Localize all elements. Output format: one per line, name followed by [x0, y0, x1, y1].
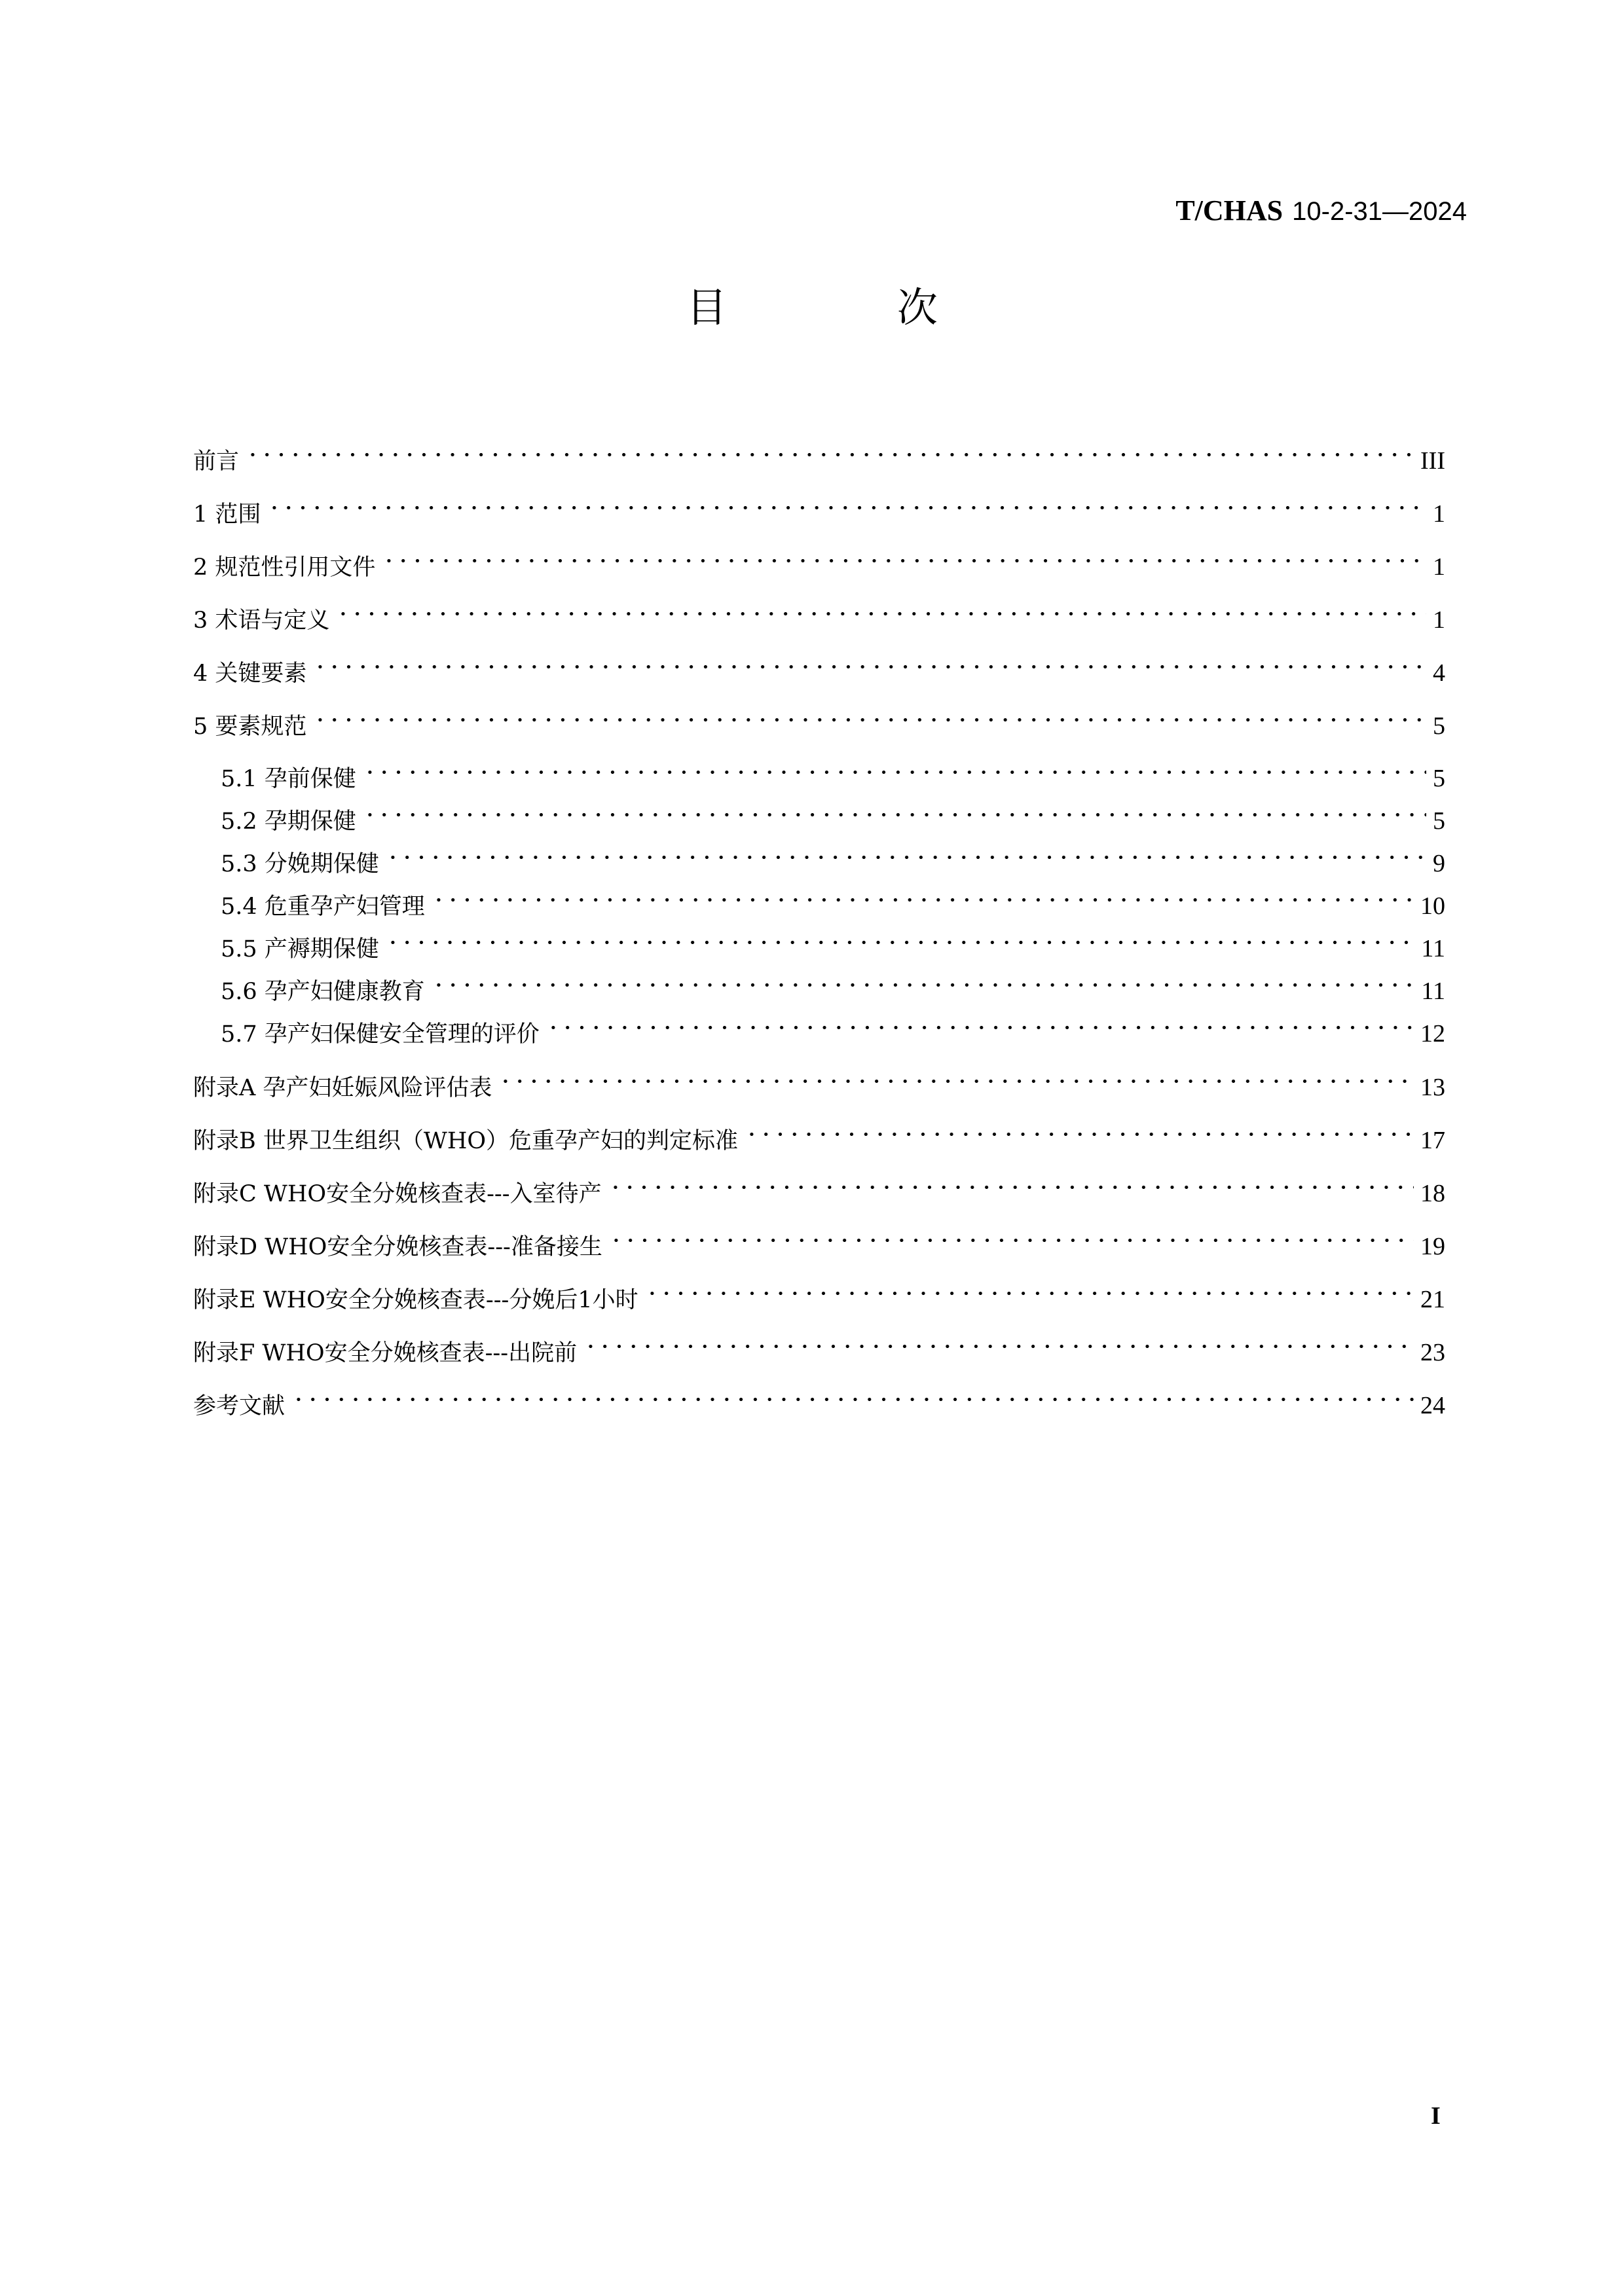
dot-leader — [429, 871, 1414, 914]
dot-leader — [606, 1211, 1414, 1254]
toc-entry-label: 附录A 孕产妇妊娠风险评估表 — [193, 1075, 492, 1101]
toc-entry-label: 5.6 孕产妇健康教育 — [221, 979, 425, 1005]
dot-leader — [383, 913, 1415, 957]
toc-entry-page: 9 — [1433, 850, 1445, 877]
toc-entry[interactable] — [193, 1211, 1445, 1260]
toc-entry-label: 5.4 危重孕产妇管理 — [221, 894, 425, 920]
dot-leader — [265, 479, 1426, 522]
toc-entry-page: 17 — [1420, 1127, 1445, 1154]
toc-entry[interactable] — [193, 1105, 1445, 1154]
dot-leader — [429, 956, 1415, 999]
toc-entry[interactable] — [193, 998, 1445, 1048]
dot-leader — [243, 426, 1414, 469]
toc-entry[interactable] — [193, 426, 1445, 475]
dot-leader — [360, 743, 1426, 786]
toc-entry-page: 5 — [1433, 807, 1445, 835]
toc-entry-label: 参考文献 — [193, 1393, 286, 1419]
toc-entry[interactable] — [193, 1264, 1445, 1313]
standard-number: 10-2-31—2024 — [1292, 197, 1467, 226]
dot-leader — [642, 1264, 1414, 1307]
toc-entry[interactable] — [193, 871, 1445, 920]
toc-entry-label: 附录D WHO安全分娩核查表---准备接生 — [193, 1234, 602, 1260]
toc-entry[interactable] — [193, 786, 1445, 835]
standard-org: T/CHAS — [1175, 194, 1283, 227]
dot-leader — [581, 1317, 1414, 1360]
toc-entry[interactable] — [193, 585, 1445, 634]
toc-entry[interactable] — [193, 638, 1445, 687]
toc-entry[interactable] — [193, 1158, 1445, 1207]
toc-entry-page: 11 — [1421, 935, 1445, 962]
toc-entry-label: 附录E WHO安全分娩核查表---分娩后1小时 — [193, 1287, 638, 1313]
page-number: I — [1431, 2102, 1441, 2130]
dot-leader — [742, 1105, 1414, 1148]
toc-entry[interactable] — [193, 691, 1445, 740]
toc-entry-label: 附录C WHO安全分娩核查表---入室待产 — [193, 1181, 602, 1207]
toc-entry-page: 4 — [1433, 659, 1445, 687]
toc-entry[interactable] — [193, 956, 1445, 1005]
toc-entry-page: 23 — [1420, 1339, 1445, 1366]
toc-entry-label: 1 范围 — [193, 501, 261, 528]
toc-entry-label: 附录B 世界卫生组织（WHO）危重孕产妇的判定标准 — [193, 1128, 739, 1154]
toc-entry[interactable] — [193, 828, 1445, 877]
page-title: 目 次 — [686, 283, 1016, 331]
toc-entry-page: 5 — [1433, 765, 1445, 792]
toc-entry-page: 1 — [1433, 500, 1445, 528]
toc-entry[interactable] — [193, 532, 1445, 581]
toc-entry[interactable] — [193, 1317, 1445, 1366]
dot-leader — [310, 638, 1426, 681]
dot-leader — [606, 1158, 1414, 1201]
toc-entry[interactable] — [193, 1052, 1445, 1101]
toc-entry-label: 3 术语与定义 — [193, 608, 330, 634]
dot-leader — [544, 998, 1414, 1042]
toc-entry-page: 5 — [1433, 712, 1445, 740]
toc-entry-page: 11 — [1421, 977, 1445, 1005]
toc-entry-label: 5 要素规范 — [193, 714, 307, 740]
toc-entry-label: 5.2 孕期保健 — [221, 809, 356, 835]
toc-entry-page: 21 — [1420, 1286, 1445, 1313]
toc-entry-label: 4 关键要素 — [193, 661, 307, 687]
toc-entry-page: 19 — [1420, 1233, 1445, 1260]
toc-entry-label: 5.7 孕产妇保健安全管理的评价 — [221, 1021, 540, 1048]
toc-entry-label: 5.3 分娩期保健 — [221, 851, 379, 877]
toc-entry-label: 2 规范性引用文件 — [193, 555, 376, 581]
toc-entry-page: 1 — [1433, 606, 1445, 634]
toc-entry-page: 13 — [1420, 1074, 1445, 1101]
dot-leader — [496, 1052, 1414, 1095]
toc-entry[interactable] — [193, 479, 1445, 528]
toc-entry-label: 5.1 孕前保健 — [221, 766, 356, 792]
toc-entry-label: 5.5 产褥期保健 — [221, 936, 379, 962]
dot-leader — [310, 691, 1426, 734]
toc-entry-page: 1 — [1433, 553, 1445, 581]
dot-leader — [333, 585, 1426, 628]
toc-entry-page: 12 — [1420, 1020, 1445, 1048]
standard-code — [1175, 191, 1467, 231]
dot-leader — [289, 1370, 1414, 1413]
toc-entry-page: 18 — [1420, 1180, 1445, 1207]
toc-entry-page: 10 — [1420, 892, 1445, 920]
toc-entry[interactable] — [193, 1370, 1445, 1419]
toc-entry-label: 附录F WHO安全分娩核查表---出院前 — [193, 1340, 578, 1366]
dot-leader — [379, 532, 1426, 575]
dot-leader — [383, 828, 1426, 871]
toc-entry-page: III — [1420, 447, 1445, 475]
toc-entry[interactable] — [193, 913, 1445, 962]
dot-leader — [360, 786, 1426, 829]
toc-entry[interactable] — [193, 743, 1445, 792]
toc-entry-label: 前言 — [193, 448, 240, 475]
toc-entry-page: 24 — [1420, 1392, 1445, 1419]
